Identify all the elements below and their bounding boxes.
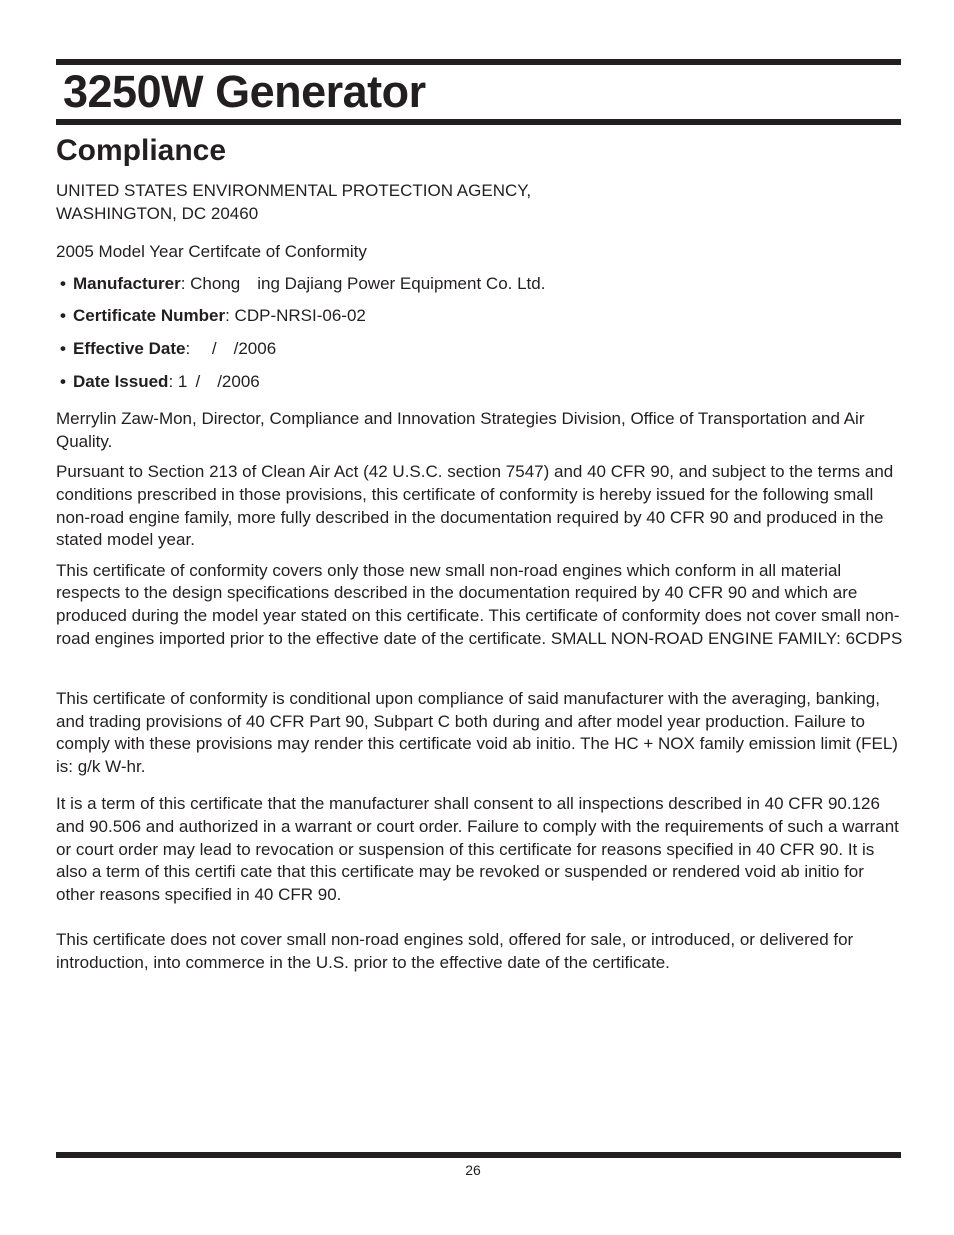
top-rule bbox=[56, 59, 901, 65]
list-item bbox=[60, 305, 906, 328]
field-value: : / /2006 bbox=[185, 338, 277, 358]
coverage-paragraph bbox=[56, 560, 906, 650]
list-item bbox=[60, 338, 906, 361]
list-item bbox=[60, 273, 906, 296]
not-cover-paragraph: This certificate does not cover small non-road engines sold, offered for sale, or introduced, or delivered for introduction, into commerce in the U.S. prior to the effective date of the certificate. bbox=[56, 930, 854, 973]
field-label: Manufacturer bbox=[73, 273, 181, 293]
pursuant-paragraph: Pursuant to Section 213 of Clean Air Act (42 U.S.C. section 7547) and 40 CFR 90, and subject to the terms and conditions prescribed in those provisions, this certificate of conformity is hereby issued for the following small non-road engine family, more fully described in the documentation required by 40 CFR 90 and produced in the stated model year. bbox=[56, 462, 894, 550]
engine-family: SMALL NON-ROAD ENGINE FAMILY: 6CDPS bbox=[550, 628, 903, 648]
conditional-paragraph: This certificate of conformity is conditional upon compliance of said manufacturer with the averaging, banking, and trading provisions of 40 CFR Part 90, Subpart C both during and after model year production. Failure to comply with these provisions may render this certificate void ab initio. The HC + NOX family emission limit (FEL) is: g/k W-hr. bbox=[56, 689, 898, 776]
section-heading: Compliance bbox=[56, 134, 227, 167]
field-value: : 1 / /2006 bbox=[168, 371, 260, 391]
certificate-title: 2005 Model Year Certifcate of Conformity bbox=[56, 242, 367, 262]
agency-address bbox=[56, 180, 906, 225]
agency-city: WASHINGTON, DC 20460 bbox=[56, 203, 259, 223]
field-value: : Chong ing Dajiang Power Equipment Co. Ltd. bbox=[180, 273, 546, 293]
certificate-field-list bbox=[56, 273, 906, 393]
list-item bbox=[60, 371, 906, 394]
bullet-icon: • bbox=[60, 273, 66, 293]
page-content bbox=[56, 180, 906, 975]
field-label: Certificate Number bbox=[73, 306, 226, 326]
director-paragraph: Merrylin Zaw-Mon, Director, Compliance and Innovation Strategies Division, Office of Transportation and Air Quality. bbox=[56, 409, 865, 451]
agency-name: UNITED STATES ENVIRONMENTAL PROTECTION AGENCY, bbox=[56, 181, 532, 200]
bullet-icon: • bbox=[60, 338, 66, 358]
field-label: Date Issued bbox=[73, 371, 169, 391]
document-title: 3250W Generator bbox=[63, 66, 426, 117]
bullet-icon: • bbox=[60, 371, 66, 391]
field-value: : CDP-NRSI-06-02 bbox=[225, 306, 366, 326]
field-label: Effective Date bbox=[73, 338, 186, 358]
title-underline-rule bbox=[56, 119, 901, 125]
bullet-icon: • bbox=[60, 306, 66, 326]
term-paragraph: It is a term of this certificate that the manufacturer shall consent to all inspections described in 40 CFR 90.126 and 90.506 and authorized in a warrant or court order. Failure to comply with the requirements of such a warrant or court order may lead to revocation or suspension of this certificate for reasons specified in 40 CFR 90. It is also a term of this certifi cate that this certificate may be revoked or suspended or rendered void ab initio for other reasons specified in 40 CFR 90. bbox=[56, 794, 899, 904]
page-number: 26 bbox=[465, 1162, 481, 1178]
footer-rule bbox=[56, 1152, 901, 1158]
coverage-text: This certificate of conformity covers only those new small non-road engines which conform in all material respects to the design specifications described in the documentation required by 40 CFR 90 and which are produced during the model year stated on this certificate. This certificate of conformity does not cover small non-road engines imported prior to the effective date of the certificate. bbox=[56, 560, 900, 648]
